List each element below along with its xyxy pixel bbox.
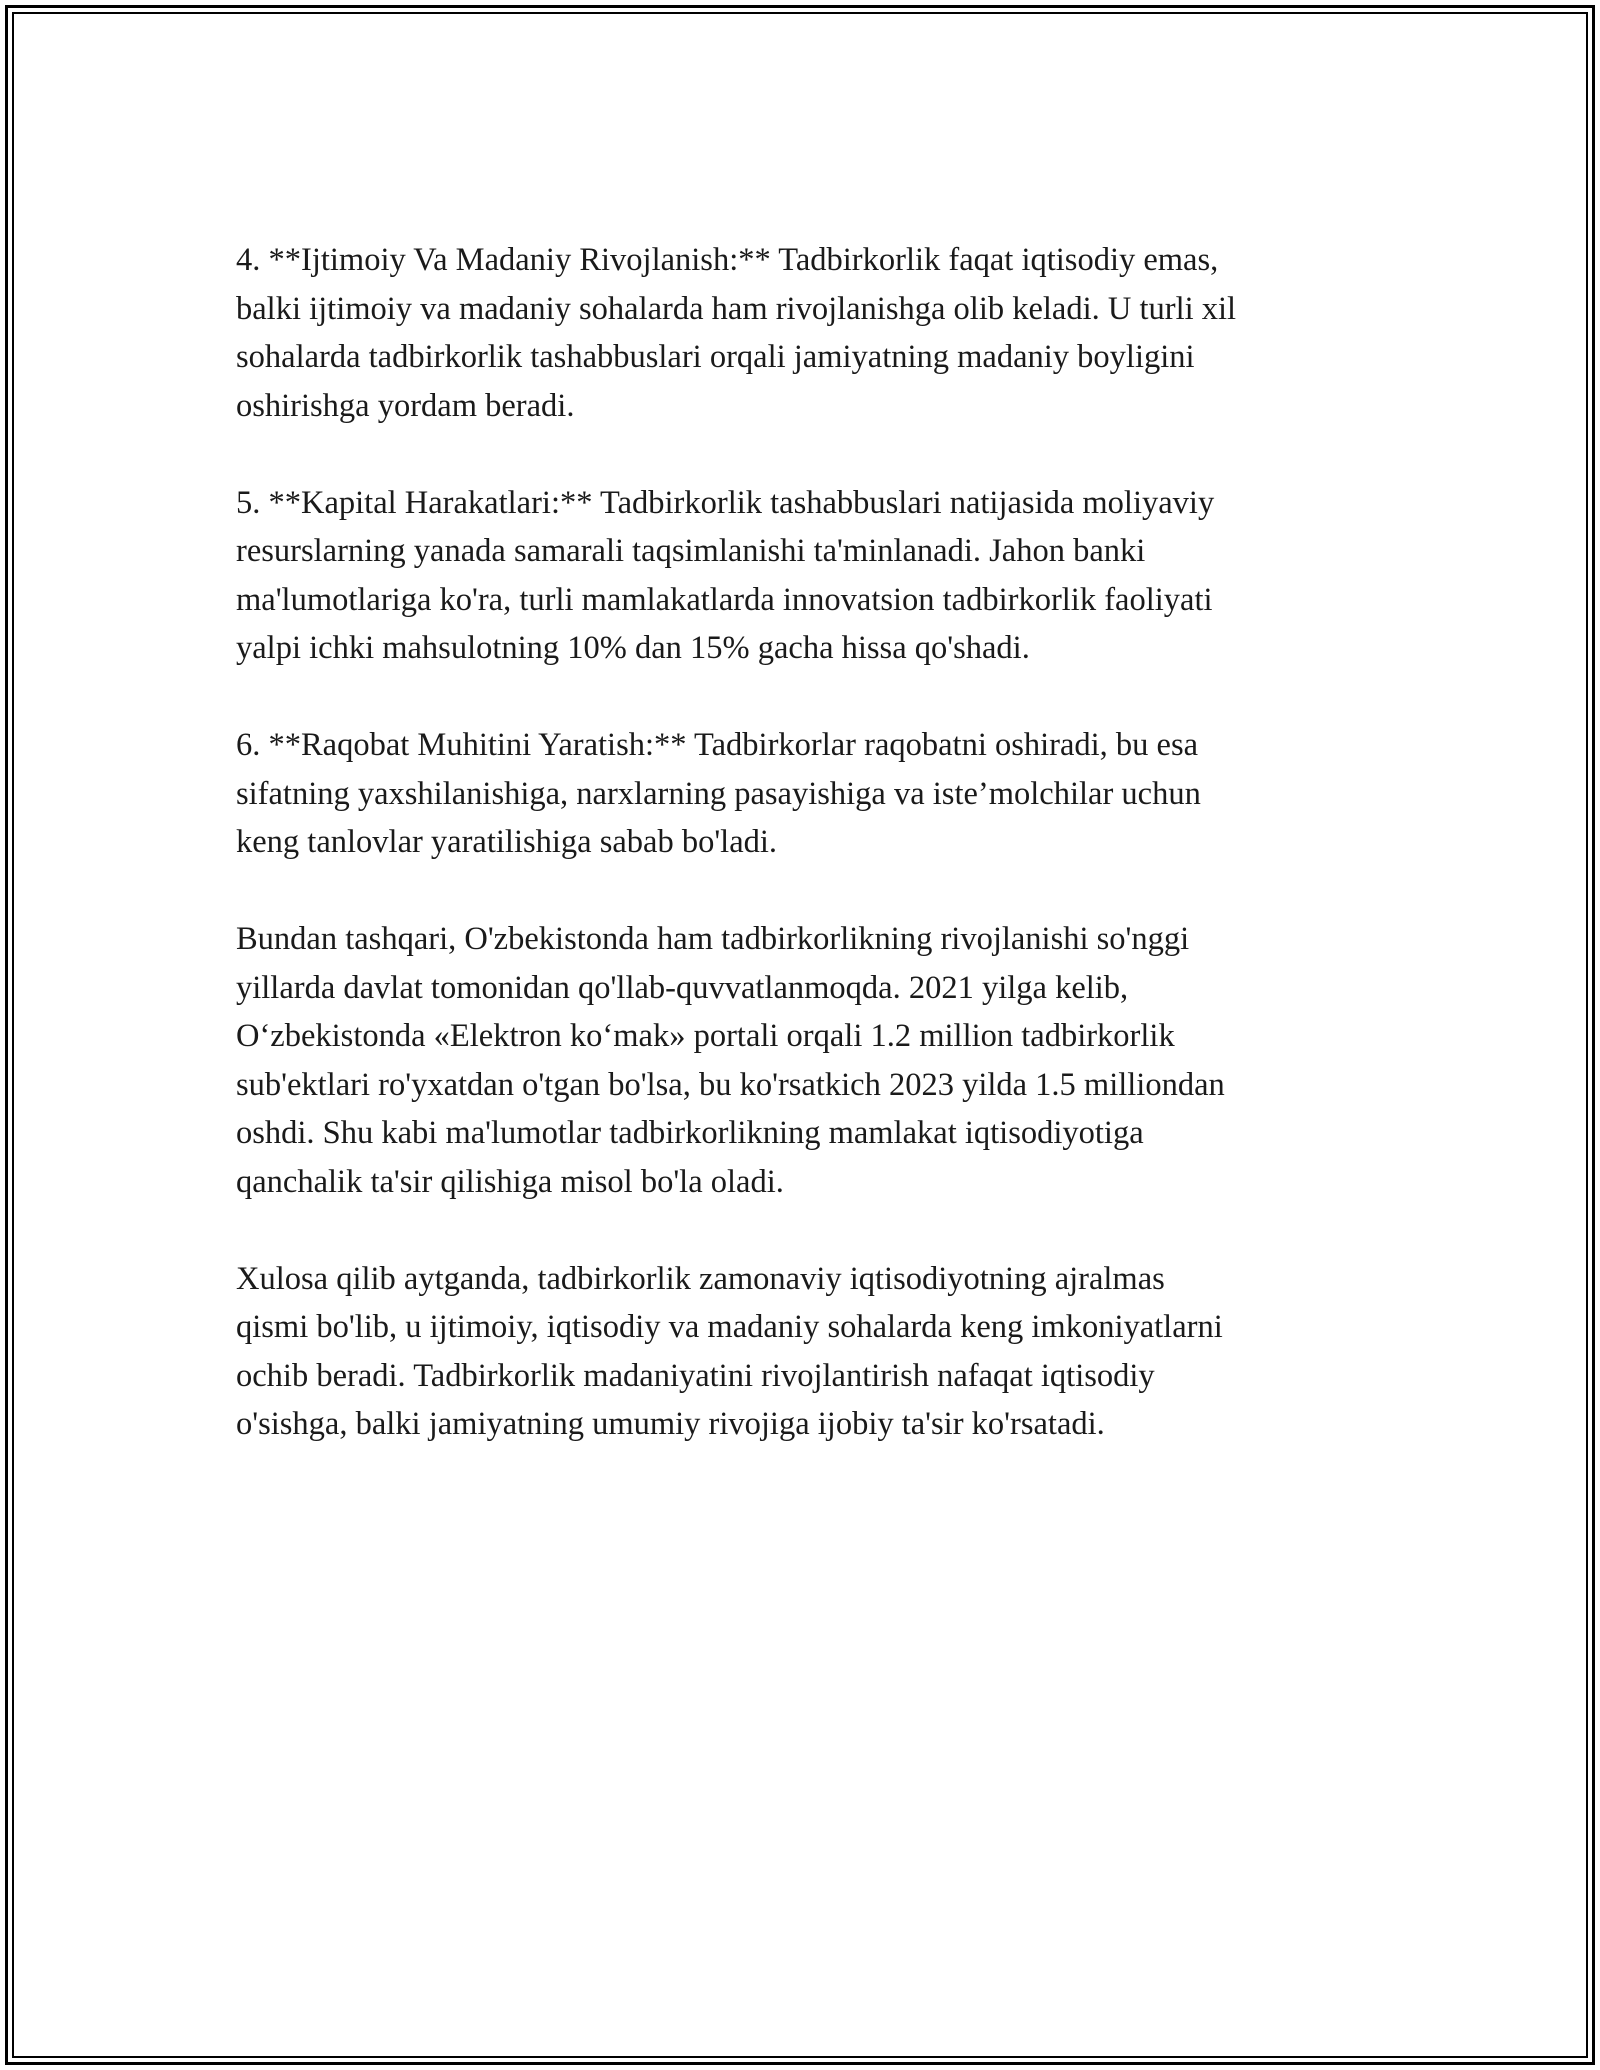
- paragraph-conclusion: Xulosa qilib aytganda, tadbirkorlik zamonaviy iqtisodiyotning ajralmas qismi bo'lib, u ijtimoiy, iqtisodiy va madaniy sohalarda keng imkoniyatlarni ochib beradi. Tadbirkorlik madaniyatini rivojlantirish nafaqat iqtisodiy o'sishga, balki jamiyatning umumiy rivojiga ijobiy ta'sir ko'rsatadi.: [236, 1260, 1223, 1442]
- paragraph-uzbekistan-support: Bundan tashqari, O'zbekistonda ham tadbirkorlikning rivojlanishi so'nggi yillarda davlat tomonidan qo'llab-quvvatlanmoqda. 2021 yilga kelib, O‘zbekistonda «Elektron ko‘mak» portali orqali 1.2 million tadbirkorlik sub'ektlari ro'yxatdan o'tgan bo'lsa, bu ko'rsatkich 2023 yilda 1.5 milliondan oshdi. Shu kabi ma'lumotlar tadbirkorlikning mamlakat iqtisodiyotiga qanchalik ta'sir qilishiga misol bo'la oladi.: [236, 921, 1225, 1200]
- document-body: [236, 236, 1386, 1497]
- paragraph-social-cultural-development: 4. **Ijtimoiy Va Madaniy Rivojlanish:** Tadbirkorlik faqat iqtisodiy emas, balki ijtimoiy va madaniy sohalarda ham rivojlanishga olib keladi. U turli xil sohalarda tadbirkorlik tashabbuslari orqali jamiyatning madaniy boyligini oshirishga yordam beradi.: [236, 242, 1237, 424]
- paragraph-competitive-environment: 6. **Raqobat Muhitini Yaratish:** Tadbirkorlar raqobatni oshiradi, bu esa sifatning yaxshilanishiga, narxlarning pasayishiga va iste’molchilar uchun keng tanlovlar yaratilishiga sabab bo'ladi.: [236, 727, 1201, 860]
- paragraph-capital-movements: 5. **Kapital Harakatlari:** Tadbirkorlik tashabbuslari natijasida moliyaviy resurslarning yanada samarali taqsimlanishi ta'minlanadi. Jahon banki ma'lumotlariga ko'ra, turli mamlakatlarda innovatsion tadbirkorlik faoliyati yalpi ichki mahsulotning 10% dan 15% gacha hissa qo'shadi.: [236, 484, 1215, 666]
